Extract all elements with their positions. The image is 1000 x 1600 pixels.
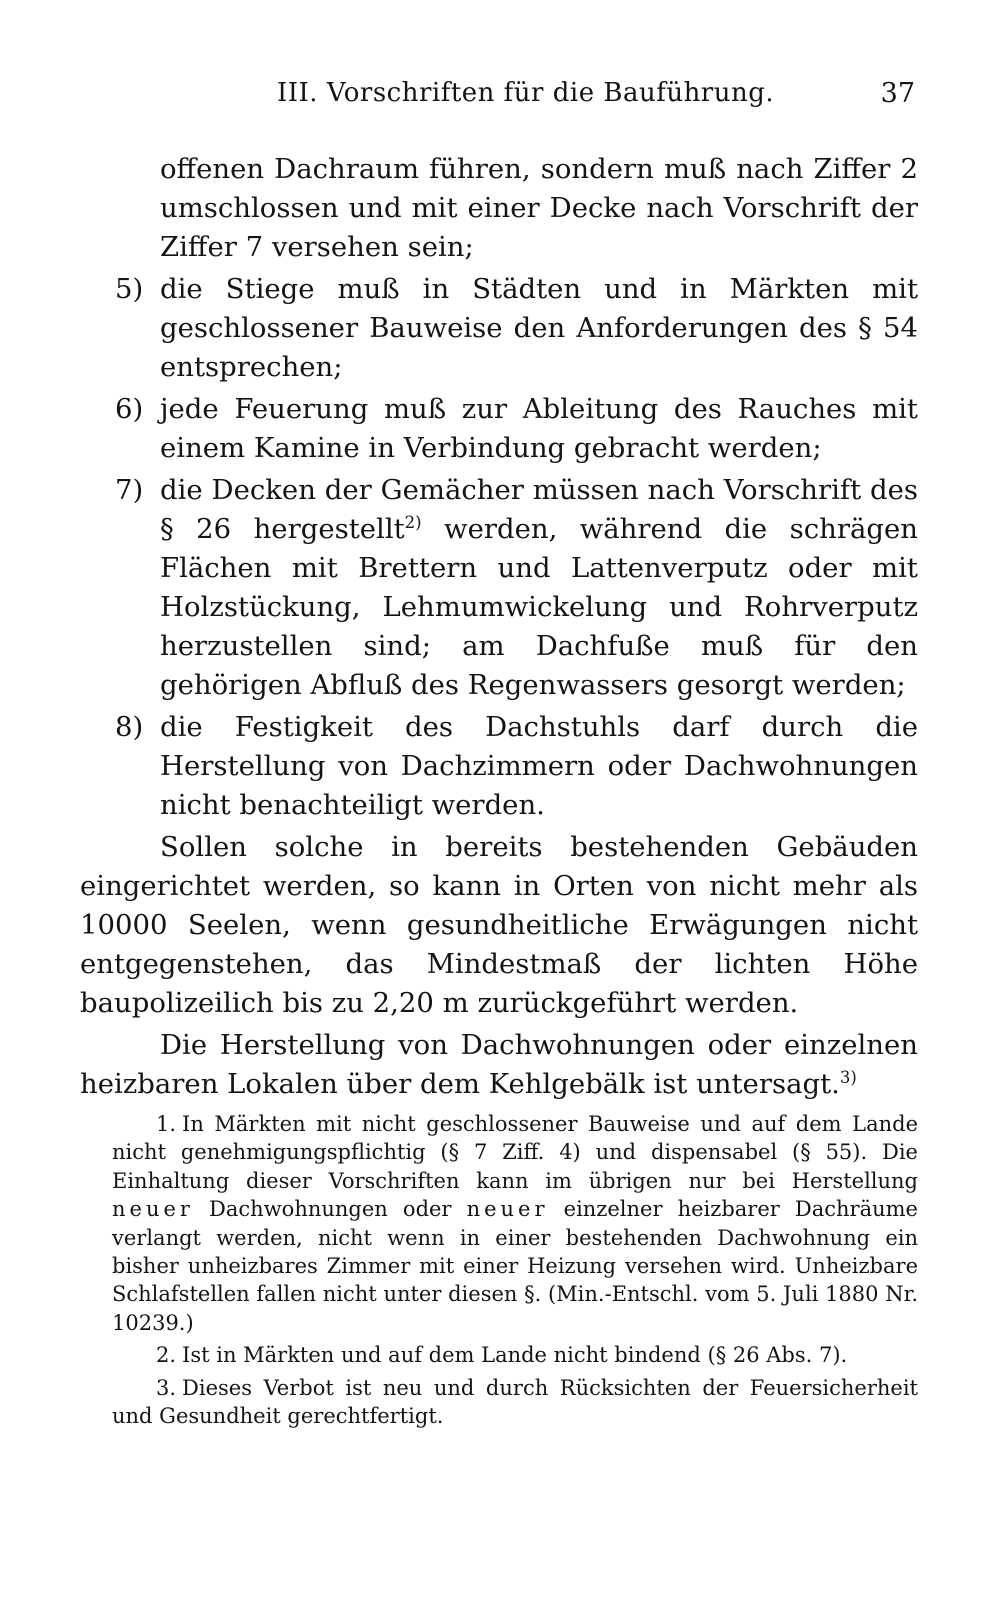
item-text: die Decken der Gemächer müssen nach Vorschrift des § 26 hergestellt [160,474,918,545]
footnote-number: 2. [156,1343,177,1368]
item-text: jede Feuerung muß zur Ableitung des Rauches mit einem Kamine in Verbindung gebracht werden; [160,393,918,464]
item-text: die Stiege muß in Städten und in Märkten mit geschlossener Bauweise den Anforderungen des § 54 entsprechen; [160,273,918,383]
footnote-text: Dieses Verbot ist neu und durch Rücksichten der Feuersicherheit und Gesundheit gerechtfertigt. [112,1375,918,1429]
footnote-3 [112,1374,918,1431]
footnote-ref: 3) [839,1067,857,1087]
body-text [80,150,918,1104]
paragraph: Sollen solche in bereits bestehenden Gebäuden eingerichtet werden, so kann in Orten von nicht mehr als 10000 Seelen, wenn gesundheitliche Erwägungen nicht entgegenstehen, das Mindestmaß der lichten Höhe baupolizeilich bis zu 2,20 m zurückgeführt werden. [80,831,918,1019]
list-item-8 [80,708,918,825]
paragraph-text: Die Herstellung von Dachwohnungen oder einzelnen heizbaren Lokalen über dem Kehlgebälk ist untersagt. [80,1029,918,1100]
footnote-2 [112,1341,918,1369]
page-number: 37 [880,78,915,109]
footnote-1 [112,1110,918,1337]
footnote-number: 3. [156,1375,177,1400]
footnotes [112,1110,918,1434]
footnote-text: Dachwohnungen oder [193,1197,467,1222]
item-number: 6) [115,393,144,425]
running-head: III. Vorschriften für die Bauführung. [277,78,775,108]
footnote-ref: 2) [404,512,422,532]
paragraph [80,1026,918,1104]
item-number: 5) [115,273,144,305]
list-item-5 [80,270,918,387]
footnote-text: einzelner heizbarer Dachräume verlangt werden, nicht wenn in einer bestehenden Dachwohnung ein bisher unheizbares Zimmer mit einer Heizung versehen wird. Unheizbare Schlafstellen fallen nicht unter diesen §. (Min.-Entschl. vom 5. Juli 1880 Nr. 10239.) [112,1197,918,1335]
item-text: die Festigkeit des Dachstuhls darf durch die Herstellung von Dachzimmern oder Dachwohnungen nicht benachteiligt werden. [160,711,918,821]
list-item-7 [80,471,918,705]
list-item-6 [80,390,918,468]
page-header [115,78,915,118]
footnote-number: 1. [156,1112,177,1136]
footnote-text: Ist in Märkten und auf dem Lande nicht bindend (§ 26 Abs. 7). [182,1343,848,1368]
footnote-text: In Märkten mit nicht geschlossener Bauweise und auf dem Lande nicht genehmigungspflichtig (§ 7 Ziff. 4) und dispensabel (§ 55). Die Einhaltung dieser Vorschriften kann im übrigen nur bei Herstellung [112,1112,918,1193]
footnote-emphasis: neuer [112,1197,194,1222]
item-number: 8) [115,711,144,743]
item-number: 7) [115,474,144,506]
item-text-cont: werden, während die schrägen Flächen mit Brettern und Lattenverputz oder mit Holzstückung, Lehmumwickelung und Rohrverputz herzustellen sind; am Dachfuße muß für den gehörigen Abfluß des Regenwassers gesorgt werden; [160,513,918,701]
item-continuation: offenen Dachraum führen, sondern muß nach Ziffer 2 umschlossen und mit einer Decke nach Vorschrift der Ziffer 7 versehen sein; [160,153,918,263]
footnote-emphasis: neuer [466,1197,549,1222]
